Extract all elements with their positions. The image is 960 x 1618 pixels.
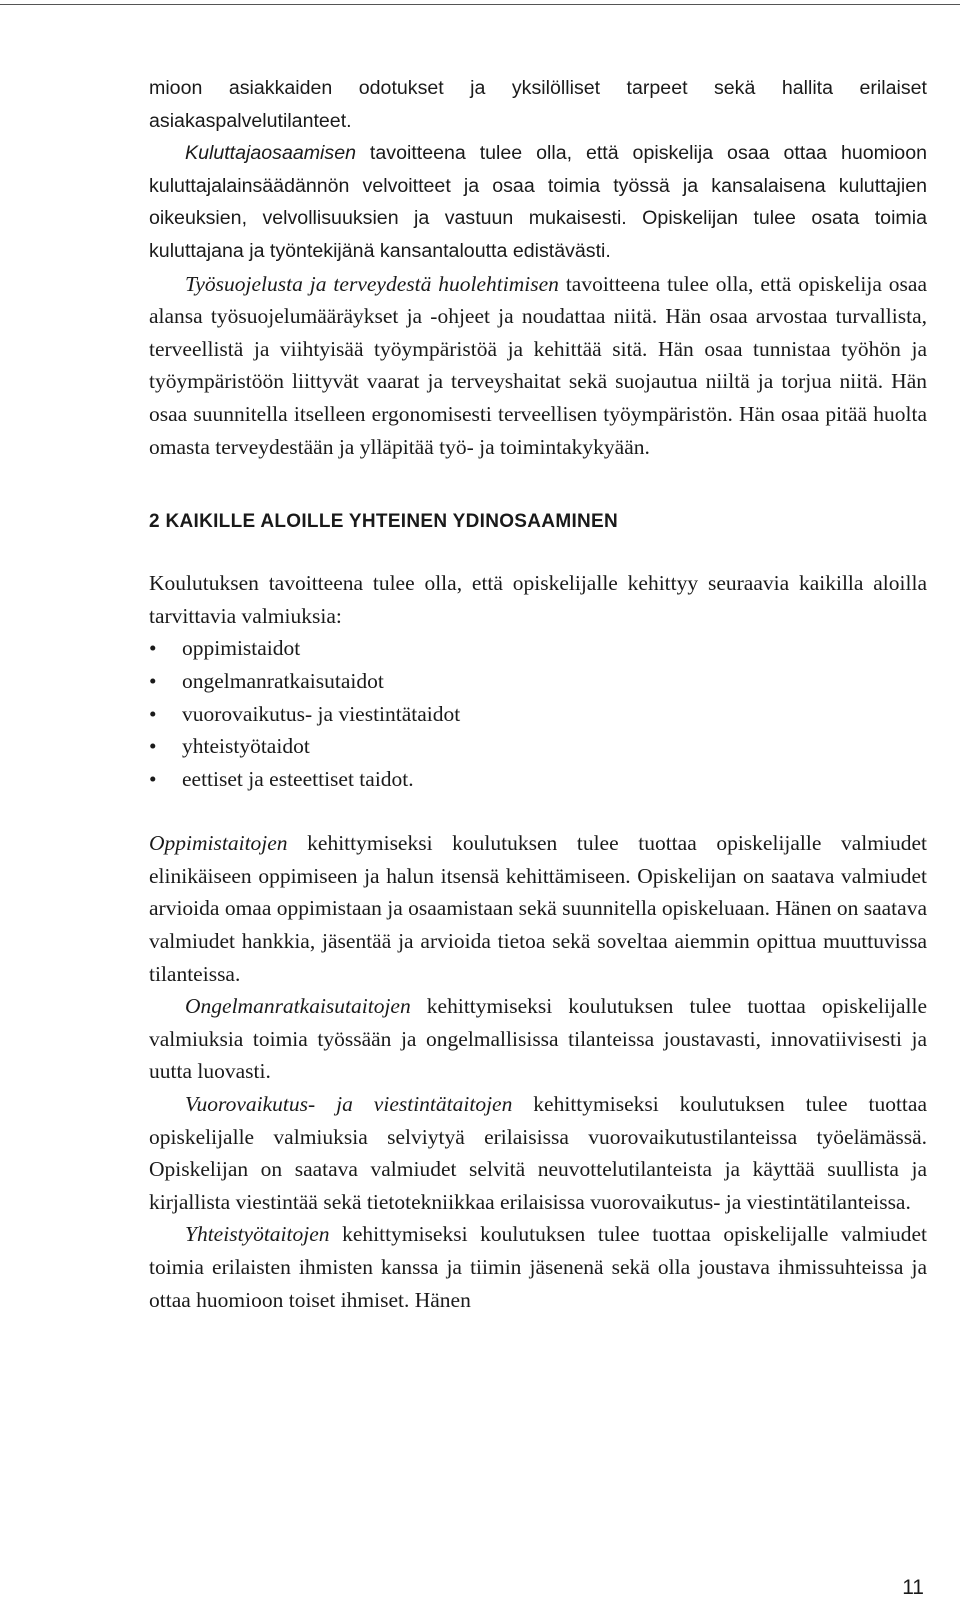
bullet-icon: •: [149, 734, 157, 759]
list-item: [149, 665, 927, 698]
term-ongelmanratkaisu: Ongelmanratkaisutaitojen: [185, 994, 411, 1019]
paragraph-vuorovaikutus-text: kehittymiseksi koulutuksen tulee tuottaa opiskelijalle valmiuksia selviytyä erilaisissa vuorovaikutustilanteissa työelämässä. Opiskelijan on saatava valmiudet selvitä neuvottelutilanteista ja käyttää suullista ja kirjallista viestintää sekä tietotekniikkaa erilaisissa vuorovaikutus- ja viestintätilanteissa.: [149, 1092, 927, 1214]
paragraph-kuluttajaosaaminen: [149, 137, 927, 267]
page-body: [149, 72, 927, 1316]
list-item: [149, 632, 927, 665]
spacer: [149, 795, 927, 827]
term-kuluttajaosaaminen: Kuluttajaosaamisen: [185, 142, 357, 165]
list-item: [149, 763, 927, 796]
list-item-label: ongelmanratkaisutaidot: [182, 668, 384, 693]
paragraph-koulutus: Koulutuksen tavoitteena tulee olla, että opiskelijalle kehittyy seuraavia kaikilla aloilla tarvittavia valmiuksia:: [149, 571, 927, 628]
term-oppimistaidot: Oppimistaitojen: [149, 831, 288, 856]
spacer: [149, 537, 927, 567]
paragraph-ongelmanratkaisu: [149, 990, 927, 1088]
paragraph-intro-tail: mioon asiakkaiden odotukset ja yksilölliset tarpeet sekä hallita erilaiset asiakaspalvelutilanteet.: [149, 77, 927, 132]
paragraph-tyosuojelu-text: tavoitteena tulee olla, että opiskelija osaa alansa työsuojelumääräykset ja -ohjeet ja noudattaa niitä. Hän osaa arvostaa turvallista, terveellistä ja viihtyisää työympäristöä ja kehittää sitä. Hän osaa tunnistaa työhön ja työympäristöön liittyvät vaarat ja terveyshaitat sekä suojautua niiltä ja torjua niitä. Hän osaa suunnitella itselleen ergonomisesti terveellisen työympäristön. Hän osaa pitää huolta omasta terveydestään ja ylläpitää työ- ja toimintakykyään.: [149, 271, 928, 459]
list-item: [149, 698, 927, 731]
paragraph-tyosuojelu: [149, 268, 927, 464]
bullet-icon: •: [149, 668, 157, 693]
term-vuorovaikutus: Vuorovaikutus- ja viestintätaitojen: [185, 1092, 513, 1117]
bullet-icon: •: [149, 701, 157, 726]
list-item-label: eettiset ja esteettiset taidot.: [182, 766, 414, 791]
bullet-icon: •: [149, 636, 157, 661]
term-tyosuojelu: Työsuojelusta ja terveydestä huolehtimisen: [185, 271, 559, 296]
paragraph-ongelmanratkaisu-text: kehittymiseksi koulutuksen tulee tuottaa opiskelijalle valmiuksia toimia työssään ja ongelmallisissa tilanteissa joustavasti, innovatiivisesti ja uutta luovasti.: [149, 994, 927, 1084]
list-item-label: vuorovaikutus- ja viestintätaidot: [182, 701, 461, 726]
bullet-icon: •: [149, 766, 157, 791]
top-rule: [0, 4, 960, 5]
paragraph-vuorovaikutus: [149, 1088, 927, 1218]
paragraph-yhteistyo: [149, 1218, 927, 1316]
paragraph-kuluttajaosaaminen-text: tavoitteena tulee olla, että opiskelija osaa ottaa huomioon kuluttajalainsäädännön velvoitteet ja osaa toimia työssä ja kansalaisena kuluttajien oikeuksien, velvollisuuksien ja vastuun mukaisesti. Opiskelijan tulee osata toimia kuluttajana ja työntekijänä kansantaloutta edistävästi.: [149, 142, 927, 262]
list-item-label: yhteistyötaidot: [182, 734, 310, 759]
term-yhteistyo: Yhteistyötaitojen: [185, 1222, 330, 1247]
paragraph-yhteistyo-text: kehittymiseksi koulutuksen tulee tuottaa opiskelijalle valmiudet toimia erilaisten ihmisten kanssa ja tiimin jäsenenä sekä olla joustava ihmissuhteissa ja ottaa huomioon toiset ihmiset. Hänen: [149, 1222, 927, 1312]
list-item-label: oppimistaidot: [182, 636, 301, 661]
list-item: [149, 730, 927, 763]
section-heading: 2 KAIKILLE ALOILLE YHTEINEN YDINOSAAMINEN: [149, 511, 619, 533]
page-number: 11: [902, 1576, 924, 1599]
paragraph-oppimistaidot-text: kehittymiseksi koulutuksen tulee tuottaa opiskelijalle valmiudet elinikäiseen oppimiseen ja halun itsensä kehittämiseen. Opiskelijan on saatava valmiudet arvioida omaa oppimistaan ja osaamistaan sekä suunnitella opiskeluaan. Hänen on saatava valmiudet hankkia, jäsentää ja arvioida tietoa sekä soveltaa aiemmin opittua muuttuvissa tilanteissa.: [149, 831, 927, 986]
paragraph-oppimistaidot: [149, 827, 927, 990]
skills-list: [149, 632, 927, 795]
